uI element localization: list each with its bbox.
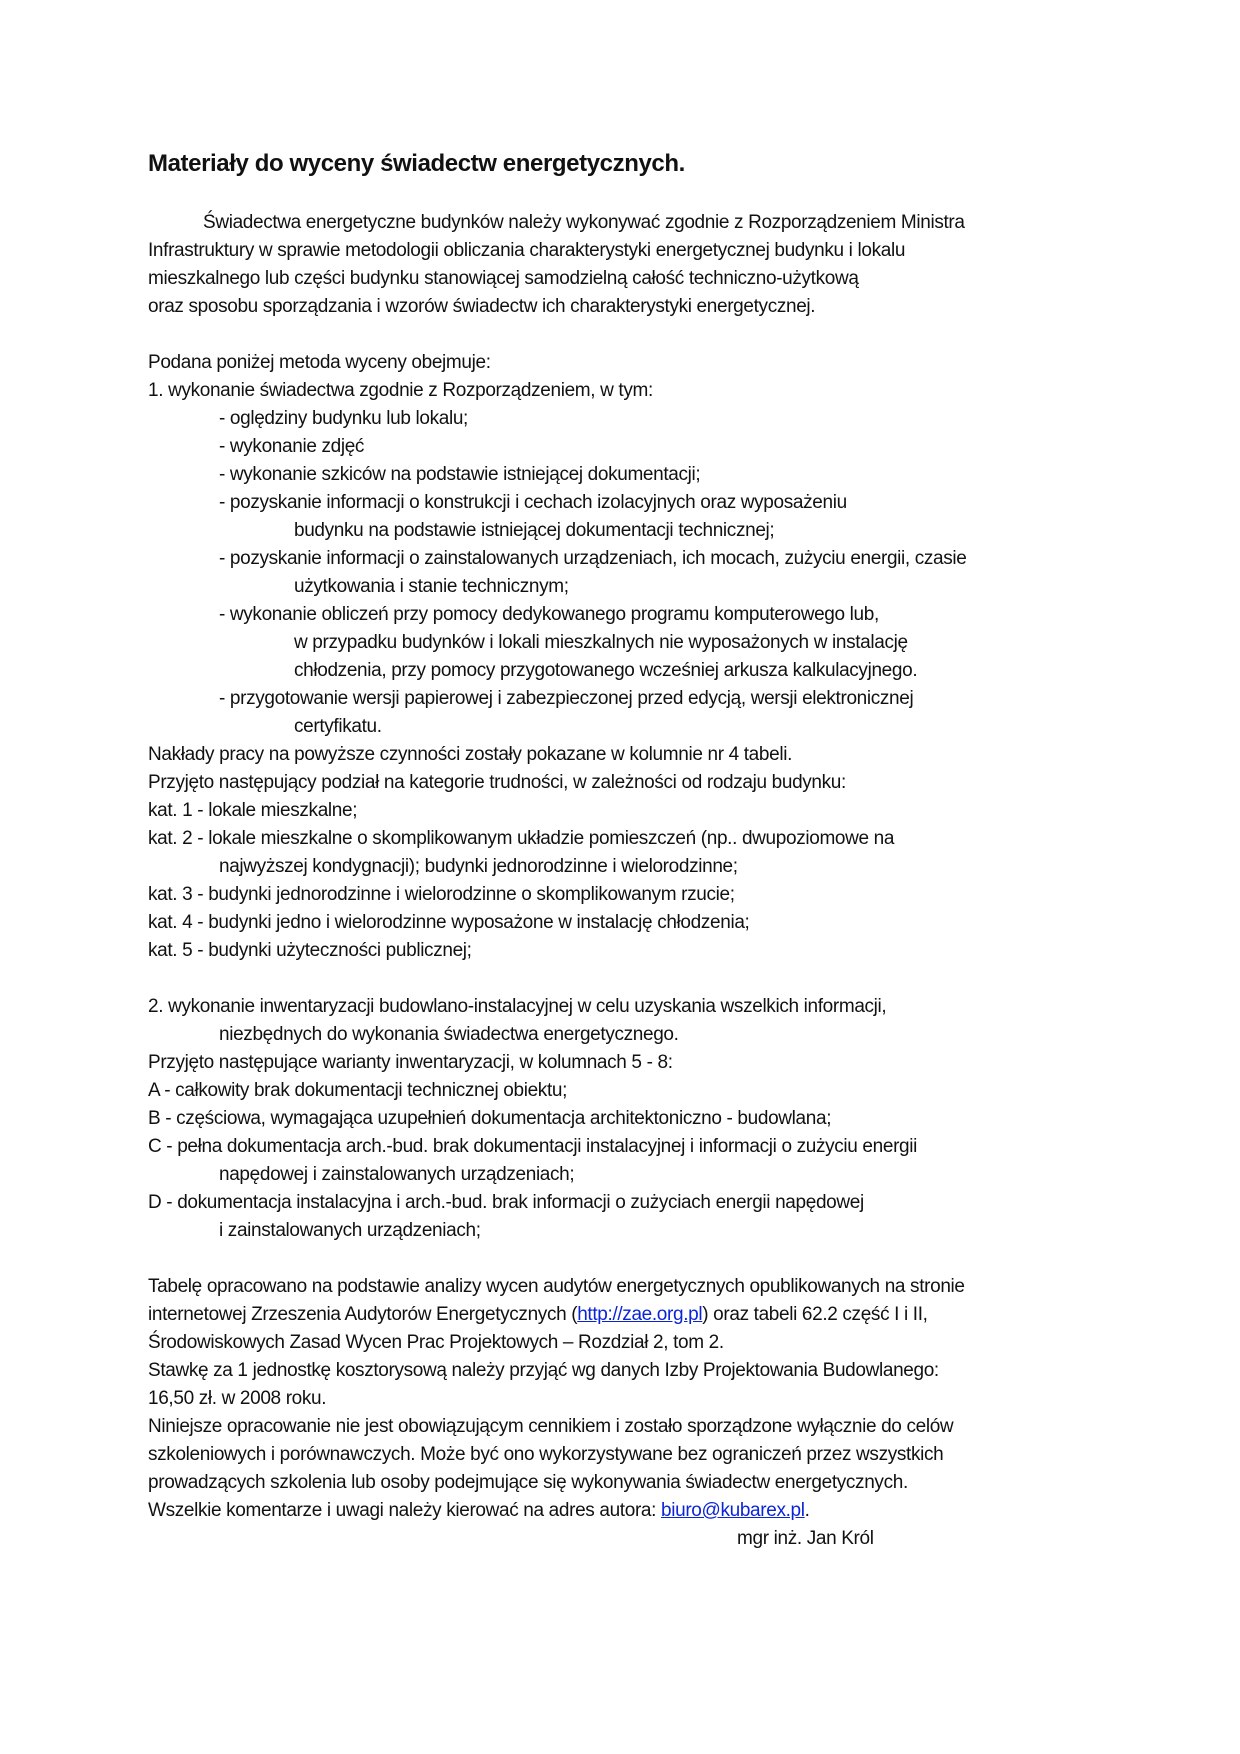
step-line: - pozyskanie informacji o zainstalowanych urządzeniach, ich mocach, zużyciu energii, czasie [219, 548, 967, 569]
item2-heading: 2. wykonanie inwentaryzacji budowlano-instalacyjnej w celu uzyskania wszelkich informacji, [148, 996, 887, 1017]
footer-line: Środowiskowych Zasad Wycen Prac Projektowych – Rozdział 2, tom 2. [148, 1332, 724, 1353]
step-line: - wykonanie obliczeń przy pomocy dedykowanego programu komputerowego lub, [219, 604, 879, 625]
intro-line: oraz sposobu sporządzania i wzorów świadectw ich charakterystyki energetycznej. [148, 296, 816, 317]
item1-heading: 1. wykonanie świadectwa zgodnie z Rozporządzeniem, w tym: [148, 380, 653, 401]
step-line: certyfikatu. [294, 716, 382, 737]
step-line: - wykonanie zdjęć [219, 436, 365, 457]
category-line: kat. 4 - budynki jedno i wielorodzinne wyposażone w instalację chłodzenia; [148, 912, 750, 933]
footer-text: ) oraz tabeli 62.2 część I i II, [702, 1304, 928, 1325]
footer-line: Niniejsze opracowanie nie jest obowiązującym cennikiem i zostało sporządzone wyłącznie do celów [148, 1416, 954, 1437]
footer-line: szkoleniowych i porównawczych. Może być ono wykorzystywane bez ograniczeń przez wszystkich [148, 1444, 944, 1465]
footer-line-source [148, 1303, 928, 1327]
footer-text: internetowej Zrzeszenia Audytorów Energetycznych ( [148, 1304, 578, 1325]
zae-link[interactable]: http://zae.org.pl [577, 1304, 703, 1325]
footer-line: prowadzących szkolenia lub osoby podejmujące się wykonywania świadectw energetycznych. [148, 1472, 908, 1493]
effort-note: Nakłady pracy na powyższe czynności zostały pokazane w kolumnie nr 4 tabeli. [148, 744, 793, 765]
variant-line: D - dokumentacja instalacyjna i arch.-bud. brak informacji o zużyciach energii napędowej [148, 1192, 864, 1213]
email-link[interactable]: biuro@kubarex.pl [661, 1500, 805, 1521]
variant-line: i zainstalowanych urządzeniach; [219, 1220, 481, 1241]
category-line: kat. 3 - budynki jednorodzinne i wielorodzinne o skomplikowanym rzucie; [148, 884, 735, 905]
step-line: - przygotowanie wersji papierowej i zabezpieczonej przed edycją, wersji elektronicznej [219, 688, 914, 709]
step-line: budynku na podstawie istniejącej dokumentacji technicznej; [294, 520, 775, 541]
footer-line: Tabelę opracowano na podstawie analizy wycen audytów energetycznych opublikowanych na stronie [148, 1276, 965, 1297]
category-line: kat. 2 - lokale mieszkalne o skomplikowanym układzie pomieszczeń (np.. dwupoziomowe na [148, 828, 895, 849]
step-line: użytkowania i stanie technicznym; [294, 576, 569, 597]
method-heading: Podana poniżej metoda wyceny obejmuje: [148, 352, 491, 373]
document-title: Materiały do wyceny świadectw energetycznych. [148, 150, 685, 177]
footer-text: Wszelkie komentarze i uwagi należy kierować na adres autora: [148, 1500, 662, 1521]
variant-line: A - całkowity brak dokumentacji technicznej obiektu; [148, 1080, 568, 1101]
intro-line: Infrastruktury w sprawie metodologii obliczania charakterystyki energetycznej budynku i lokalu [148, 240, 906, 261]
step-line: - wykonanie szkiców na podstawie istniejącej dokumentacji; [219, 464, 701, 485]
step-line: - pozyskanie informacji o konstrukcji i cechach izolacyjnych oraz wyposażeniu [219, 492, 847, 513]
step-line: w przypadku budynków i lokali mieszkalnych nie wyposażonych w instalację [294, 632, 908, 653]
footer-line-contact [148, 1499, 810, 1523]
intro-line: mieszkalnego lub części budynku stanowiącej samodzielną całość techniczno-użytkową [148, 268, 859, 289]
variant-line: B - częściowa, wymagająca uzupełnień dokumentacja architektoniczno - budowlana; [148, 1108, 832, 1129]
variants-intro: Przyjęto następujące warianty inwentaryzacji, w kolumnach 5 - 8: [148, 1052, 673, 1073]
footer-line: 16,50 zł. w 2008 roku. [148, 1388, 327, 1409]
variant-line: napędowej i zainstalowanych urządzeniach; [219, 1164, 575, 1185]
author-signature: mgr inż. Jan Król [737, 1528, 874, 1549]
footer-text: . [804, 1500, 810, 1521]
variant-line: C - pełna dokumentacja arch.-bud. brak dokumentacji instalacyjnej i informacji o zużyciu energii [148, 1136, 918, 1157]
item2-heading-cont: niezbędnych do wykonania świadectwa energetycznego. [219, 1024, 679, 1045]
category-line: kat. 1 - lokale mieszkalne; [148, 800, 358, 821]
category-line: najwyższej kondygnacji); budynki jednorodzinne i wielorodzinne; [219, 856, 738, 877]
categories-intro: Przyjęto następujący podział na kategorie trudności, w zależności od rodzaju budynku: [148, 772, 846, 793]
step-line: - oględziny budynku lub lokalu; [219, 408, 468, 429]
step-line: chłodzenia, przy pomocy przygotowanego wcześniej arkusza kalkulacyjnego. [294, 660, 918, 681]
intro-line: Świadectwa energetyczne budynków należy wykonywać zgodnie z Rozporządzeniem Ministra [203, 212, 965, 233]
footer-line: Stawkę za 1 jednostkę kosztorysową należy przyjąć wg danych Izby Projektowania Budowlanego: [148, 1360, 939, 1381]
category-line: kat. 5 - budynki użyteczności publicznej; [148, 940, 472, 961]
